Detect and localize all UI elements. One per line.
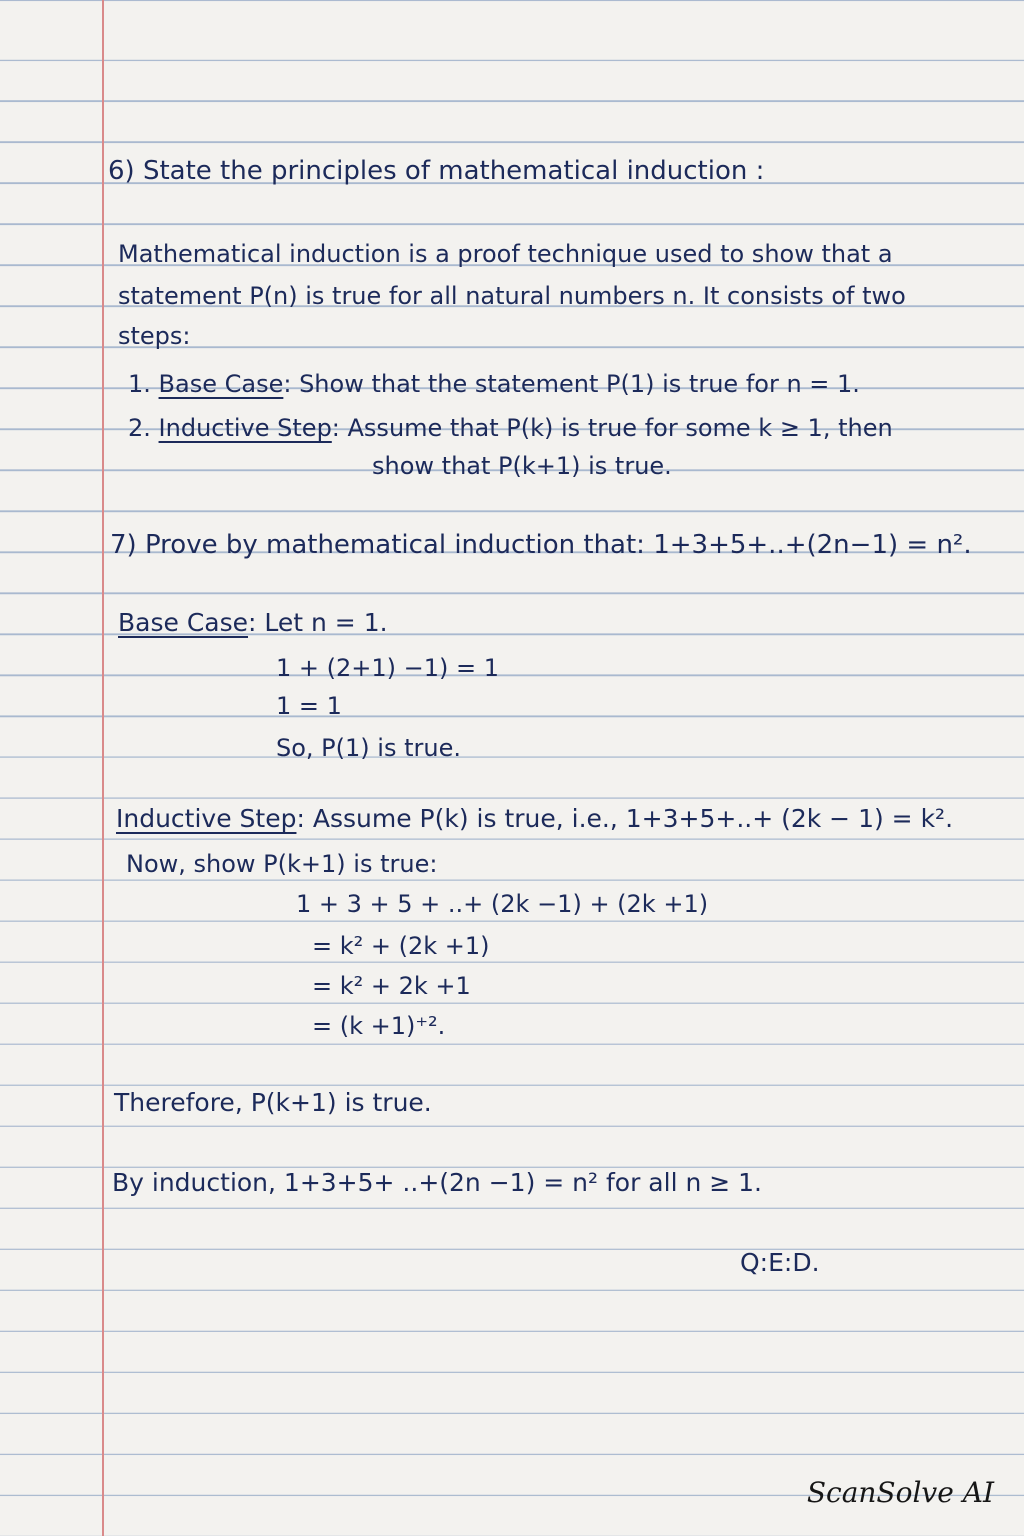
margin-line [102,0,104,1536]
base-case [118,610,388,635]
inductive-line-4: = (k +1)⁺². [312,1012,446,1040]
therefore-line: Therefore, P(k+1) is true. [114,1088,432,1117]
step-2-continuation: show that P(k+1) is true. [372,452,672,480]
conclusion-line: By induction, 1+3+5+ ..+(2n −1) = n² for all n ≥ 1. [112,1168,762,1197]
intro-line-2: statement P(n) is true for all natural numbers n. It consists of two [118,282,906,310]
base-line-3: So, P(1) is true. [276,734,461,762]
inductive-line-3: = k² + 2k +1 [312,972,471,1000]
qed-mark: Q:E:D. [740,1248,820,1277]
base-case-text: : Let n = 1. [248,608,388,637]
inductive-line-1: 1 + 3 + 5 + ..+ (2k −1) + (2k +1) [296,890,709,918]
base-case-label: Base Case [118,608,249,637]
inductive-now: Now, show P(k+1) is true: [126,850,438,878]
brand-watermark: ScanSolve AI [806,1476,994,1509]
inductive-step-label: Inductive Step [116,804,297,833]
inductive-step-text: : Assume P(k) is true, i.e., 1+3+5+..+ (2k − 1) = k². [296,804,954,833]
inductive-step [116,806,953,831]
base-line-1: 1 + (2+1) −1) = 1 [276,654,500,682]
intro-line-1: Mathematical induction is a proof technique used to show that a [118,240,893,268]
step-1-number: 1. [128,370,151,398]
base-line-2: 1 = 1 [276,692,342,720]
intro-line-3: steps: [118,322,191,350]
question-7-title: 7) Prove by mathematical induction that: 1+3+5+..+(2n−1) = n². [110,530,972,560]
step-1-label: Base Case [158,370,284,398]
inductive-line-2: = k² + (2k +1) [312,932,490,960]
step-1 [128,372,860,396]
step-1-text: : Show that the statement P(1) is true for n = 1. [283,370,860,398]
question-6-title: 6) State the principles of mathematical induction : [108,156,765,186]
step-2-label: Inductive Step [158,414,332,442]
step-2 [128,416,893,440]
step-2-number: 2. [128,414,151,442]
step-2-text: : Assume that P(k) is true for some k ≥ 1, then [331,414,893,442]
